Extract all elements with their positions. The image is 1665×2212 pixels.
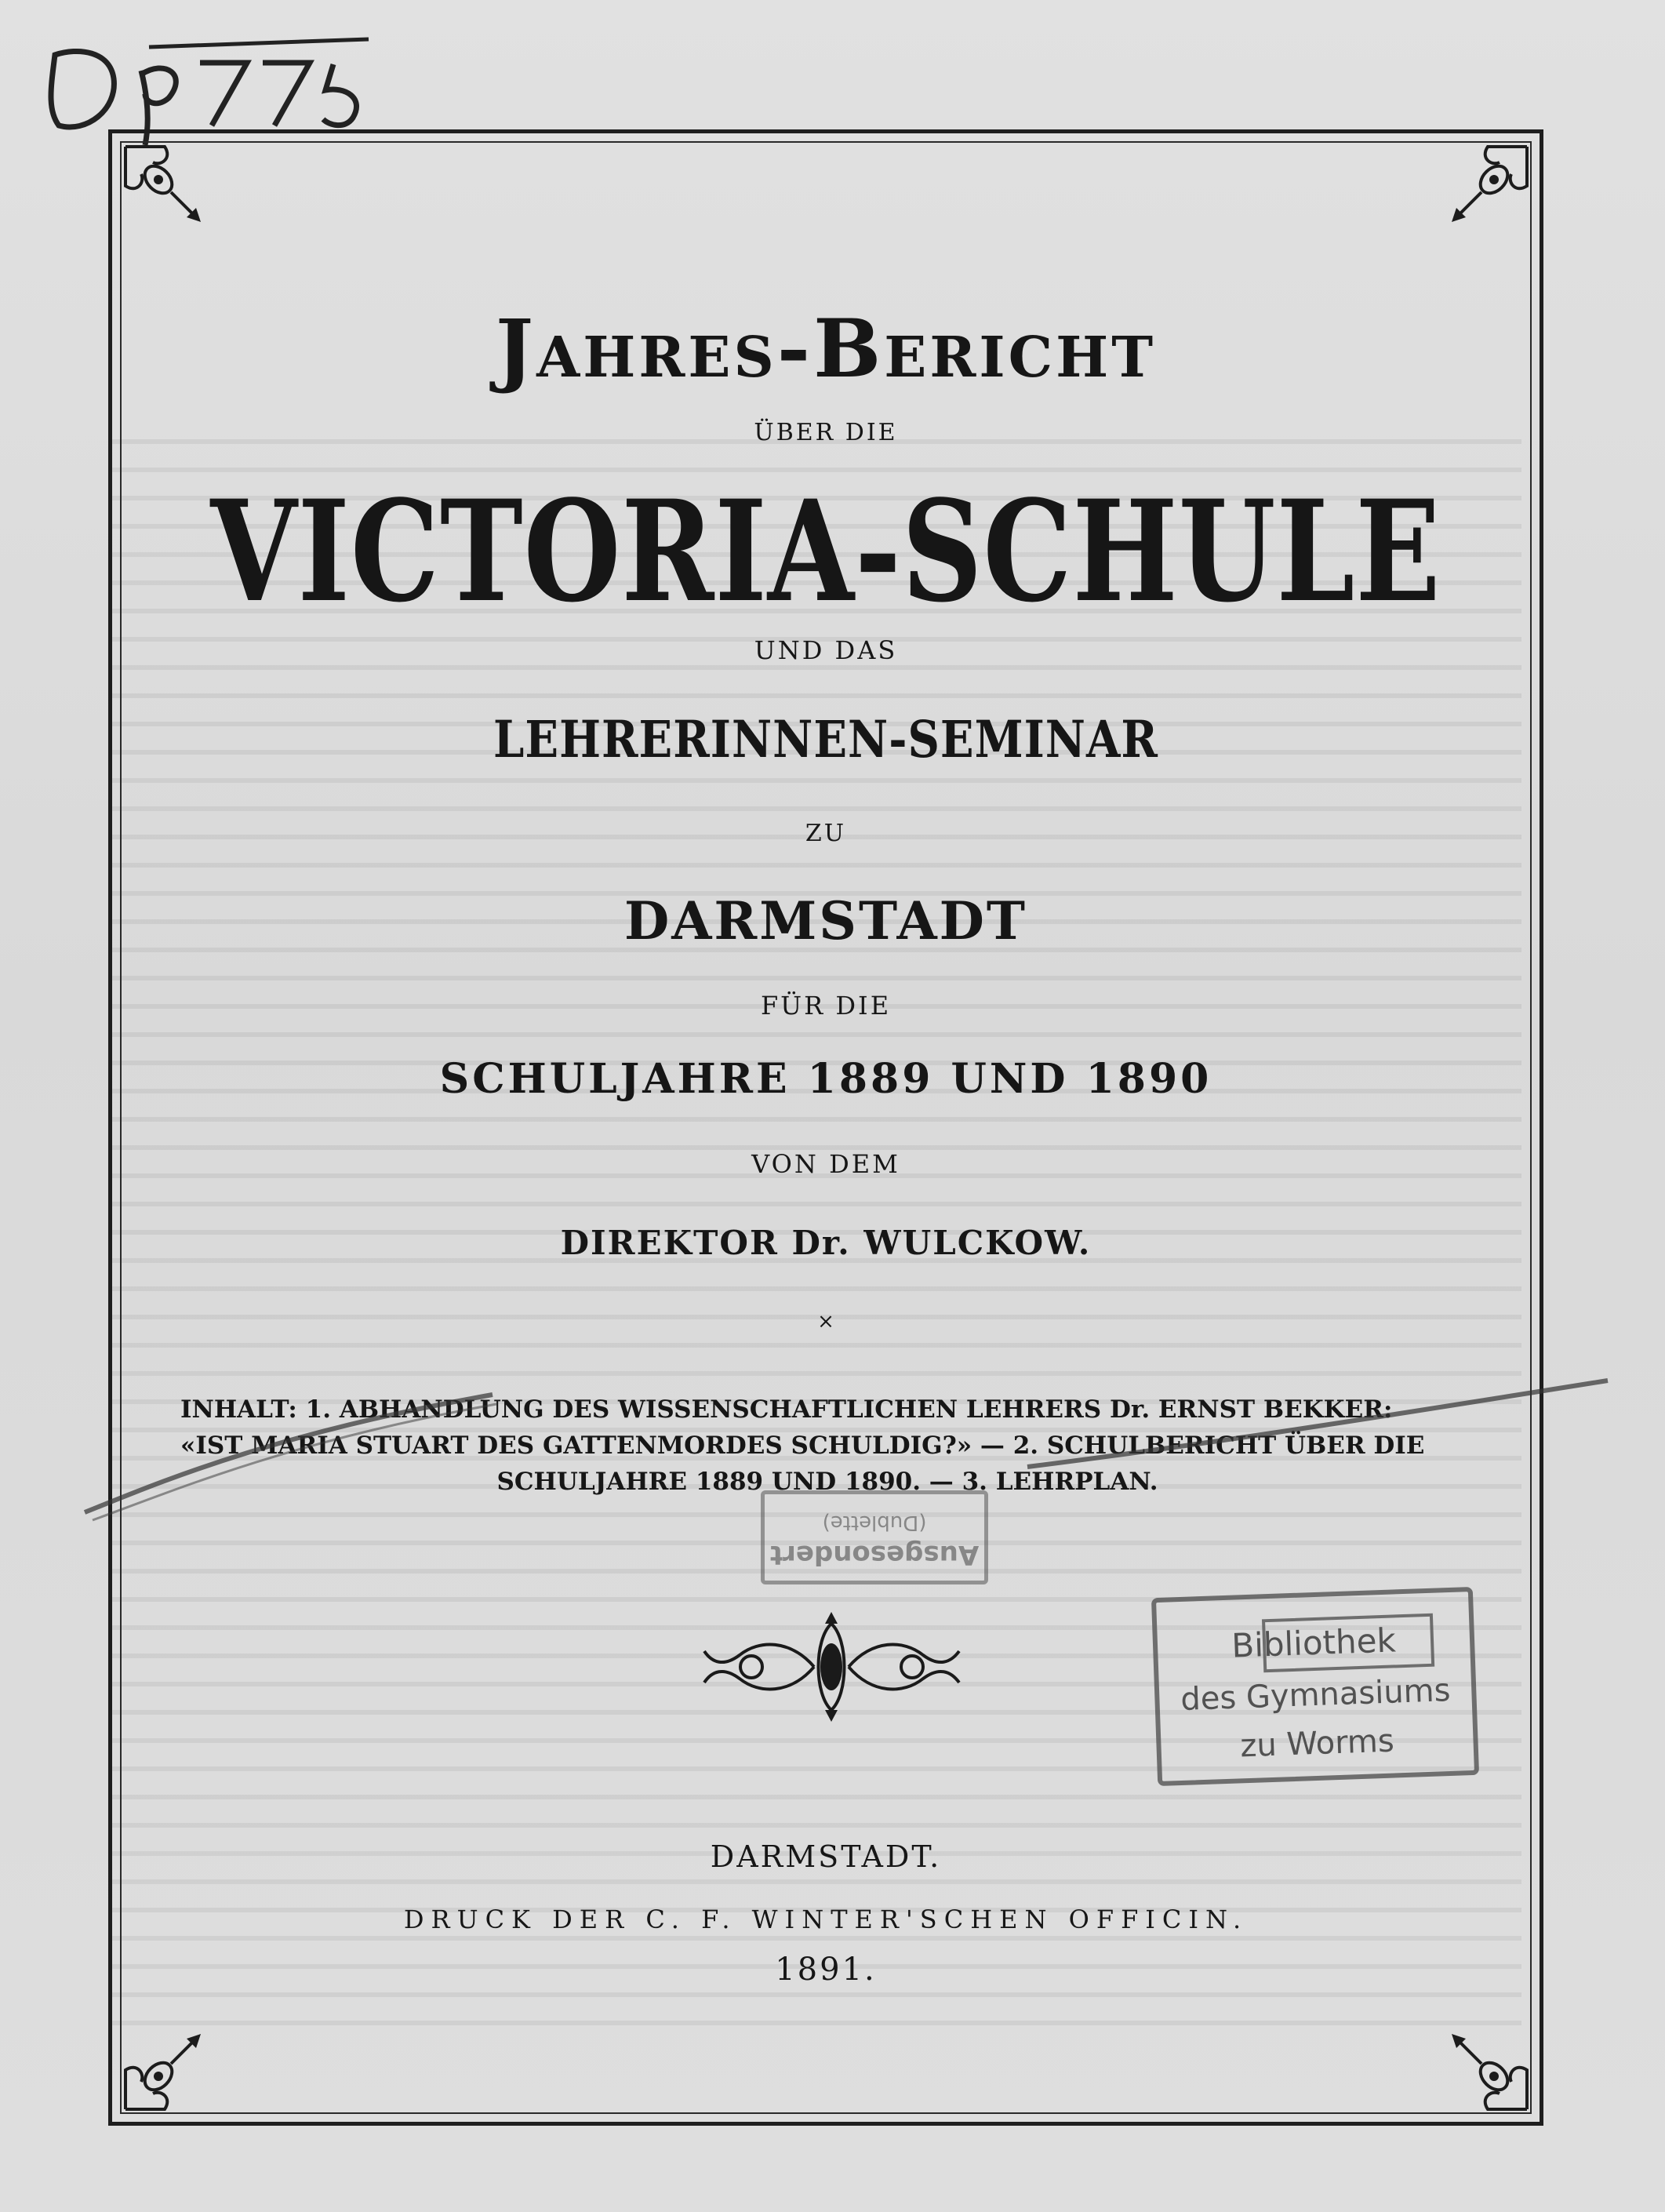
- by-the-label: VON DEM: [751, 1149, 900, 1179]
- removed-stamp-line-1: Ausgesondert: [769, 1539, 980, 1570]
- for-the-label: FÜR DIE: [760, 991, 892, 1021]
- imprint-printer: DRUCK DER C. F. WINTER'SCHEN OFFICIN.: [403, 1905, 1249, 1934]
- library-stamp-line-2: des Gymnasiums: [1180, 1672, 1452, 1718]
- over-the-label: ÜBER DIE: [754, 419, 898, 446]
- director-name: DIREKTOR Dr. WULCKOW.: [560, 1224, 1092, 1262]
- library-stamp-line-3: zu Worms: [1239, 1723, 1395, 1765]
- school-years: SCHULJAHRE 1889 UND 1890: [439, 1055, 1212, 1103]
- school-name: VICTORIA-SCHULE: [210, 471, 1441, 634]
- library-stamp-line-1: Bibliothek: [1231, 1621, 1397, 1665]
- contents-line-2: «IST MARIA STUART DES GATTENMORDES SCHULDIG?» — 2. SCHULBERICHT ÜBER DIE: [180, 1432, 1425, 1460]
- contents-line-1: INHALT: 1. ABHANDLUNG DES WISSENSCHAFTLICHEN LEHRERS Dr. ERNST BEKKER:: [180, 1395, 1393, 1424]
- corner-ornament-bottom-right: [1449, 2031, 1535, 2117]
- contents-line-3: SCHULJAHRE 1889 UND 1890. — 3. LEHRPLAN.: [496, 1468, 1158, 1496]
- city-name: DARMSTADT: [623, 890, 1028, 951]
- corner-ornament-top-left: [118, 139, 204, 225]
- report-title: Jahres-Bericht: [495, 302, 1157, 396]
- and-the-label: UND DAS: [754, 635, 898, 665]
- imprint-year: 1891.: [775, 1952, 877, 1988]
- removed-stamp: [761, 1490, 988, 1584]
- corner-ornament-top-right: [1449, 139, 1535, 225]
- separator-mark: ×: [817, 1310, 834, 1333]
- seminar-name: LEHRERINNEN-SEMINAR: [493, 710, 1158, 769]
- corner-ornament-bottom-left: [118, 2031, 204, 2117]
- in-label: ZU: [805, 820, 847, 847]
- decorative-vignette: [696, 1608, 967, 1726]
- pencil-stroke-right: [1020, 1365, 1616, 1475]
- library-stamp: [1151, 1587, 1479, 1786]
- removed-stamp-line-2: (Dublette): [822, 1511, 927, 1534]
- imprint-city: DARMSTADT.: [710, 1839, 942, 1874]
- pencil-stroke-left: [69, 1387, 508, 1528]
